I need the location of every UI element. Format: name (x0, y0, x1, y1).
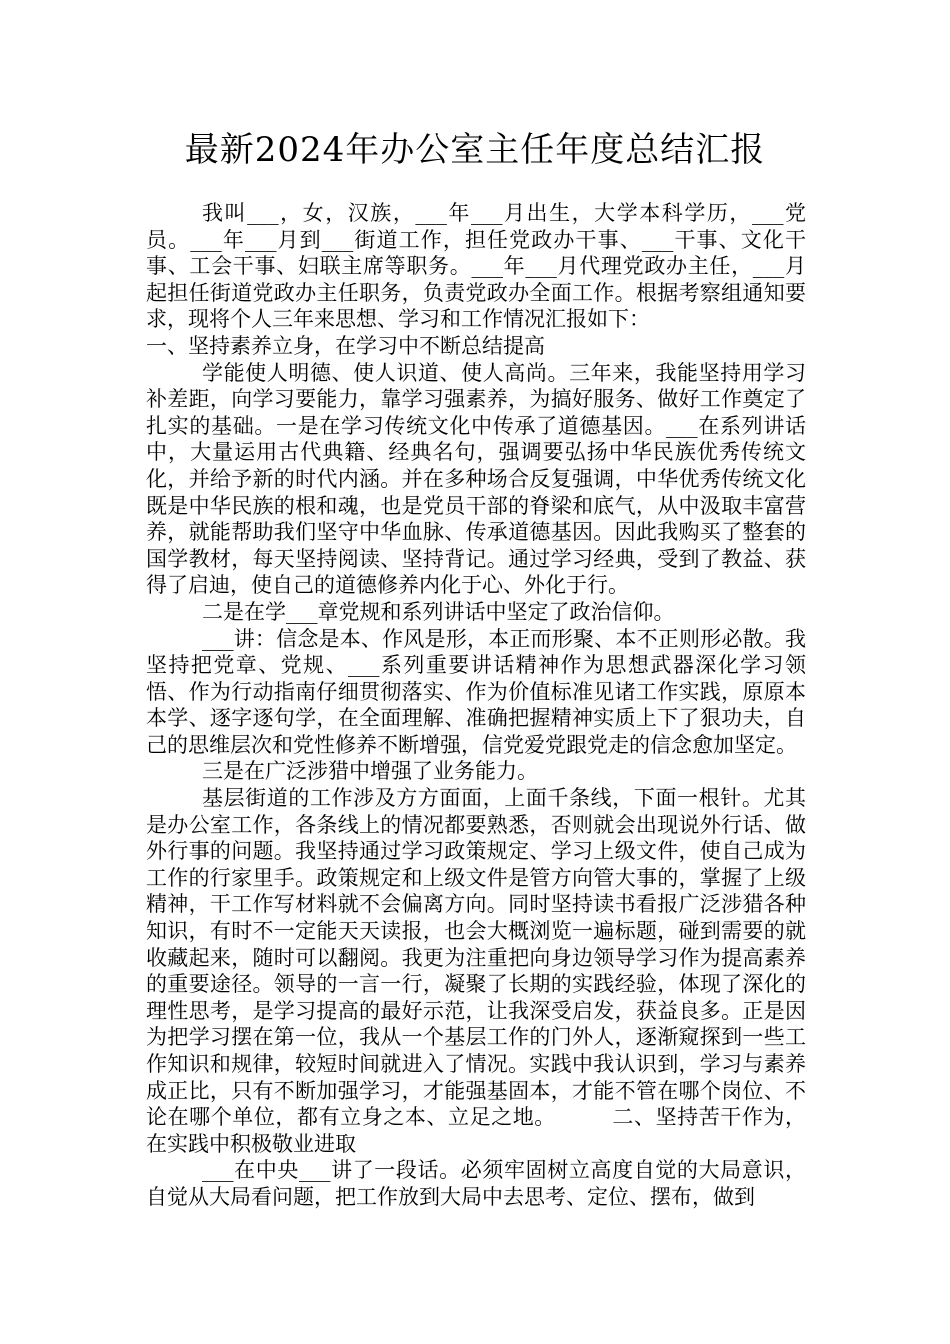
paragraph-grassroots-text: 基层街道的工作涉及方方面面，上面千条线，下面一根针。尤其是办公室工作，各条线上的情况都要熟悉，否则就会出现说外行话、做外行事的问题。我坚持通过学习政策规定、学习上级文件，使自己成为工作的行家里手。政策规定和上级文件是管方向管大事的，掌握了上级精神，干工作写材料就不会偏离方向。同时坚持读书看报广泛涉猎各种知识，有时不一定能天天读报，也会大概浏览一遍标题，碰到需要的就收藏起来，随时可以翻阅。我更为注重把向身边领导学习作为提高素养的重要途径。领导的一言一行，凝聚了长期的实践经验，体现了深化的理性思考，是学习提高的最好示范，让我深受启发，获益良多。正是因为把学习摆在第一位，我从一个基层工作的门外人，逐渐窥探到一些工作知识和规律，较短时间就进入了情况。实践中我认识到，学习与素养成正比，只有不断加强学习，才能强基固本，才能不管在哪个岗位、不论在哪个单位，都有立身之本、立足之地。 (146, 786, 806, 1130)
paragraph-point-3: 三是在广泛涉猎中增强了业务能力。 (202, 759, 538, 784)
paragraph-study: 学能使人明德、使人识道、使人高尚。三年来，我能坚持用学习补差距，向学习要能力，靠学习强素养，为搞好服务、做好工作奠定了扎实的基础。一是在学习传统文化中传承了道德基因。___在系列讲话中，大量运用古代典籍、经典名句，强调要弘扬中华民族优秀传统文化，并给予新的时代内涵。并在多种场合反复强调，中华优秀传统文化既是中华民族的根和魂，也是党员干部的脊梁和底气，从中汲取丰富营养，就能帮助我们坚守中华血脉、传承道德基因。因此我购买了整套的国学教材，每天坚持阅读、坚持背记。通过学习经典，受到了教益、获得了启迪，使自己的道德修养内化于心、外化于行。 (146, 360, 806, 598)
section-heading-1: 一、坚持素养立身，在学习中不断总结提高 (146, 333, 545, 358)
paragraph-point-2: 二是在学___章党规和系列讲话中坚定了政治信仰。 (202, 599, 675, 624)
paragraph-intro: 我叫___，女，汉族，___年___月出生，大学本科学历，___党员。___年___月到___街道工作，担任党政办干事、___干事、文化干事、工会干事、妇联主席等职务。___年___月代理党政办主任，___月起担任街道党政办主任职务，负责党政办全面工作。根据考察组通知要求，现将个人三年来思想、学习和工作情况汇报如下： (146, 201, 806, 332)
document-body (146, 200, 806, 1211)
document-title: 最新2024年办公室主任年度总结汇报 (184, 130, 766, 170)
paragraph-central: ___在中央___讲了一段话。必须牢固树立高度自觉的大局意识，自觉从大局看问题，把工作放到大局中去思考、定位、摆布，做到 (146, 1158, 806, 1209)
paragraph-belief: ___讲：信念是本、作风是形，本正而形聚、本不正则形必散。我坚持把党章、党规、___系列重要讲话精神作为思想武器深化学习领悟、作为行动指南仔细贯彻落实、作为价值标准见诸工作实践，原原本本学、逐字逐句学，在全面理解、准确把握精神实质上下了狠功夫，自己的思维层次和党性修养不断增强，信党爱党跟党走的信念愈加坚定。 (146, 626, 806, 757)
section-heading-2: 二、坚持苦干作为，在实践中积极敬业进取 (146, 1105, 807, 1156)
paragraph-grassroots (146, 785, 806, 1157)
